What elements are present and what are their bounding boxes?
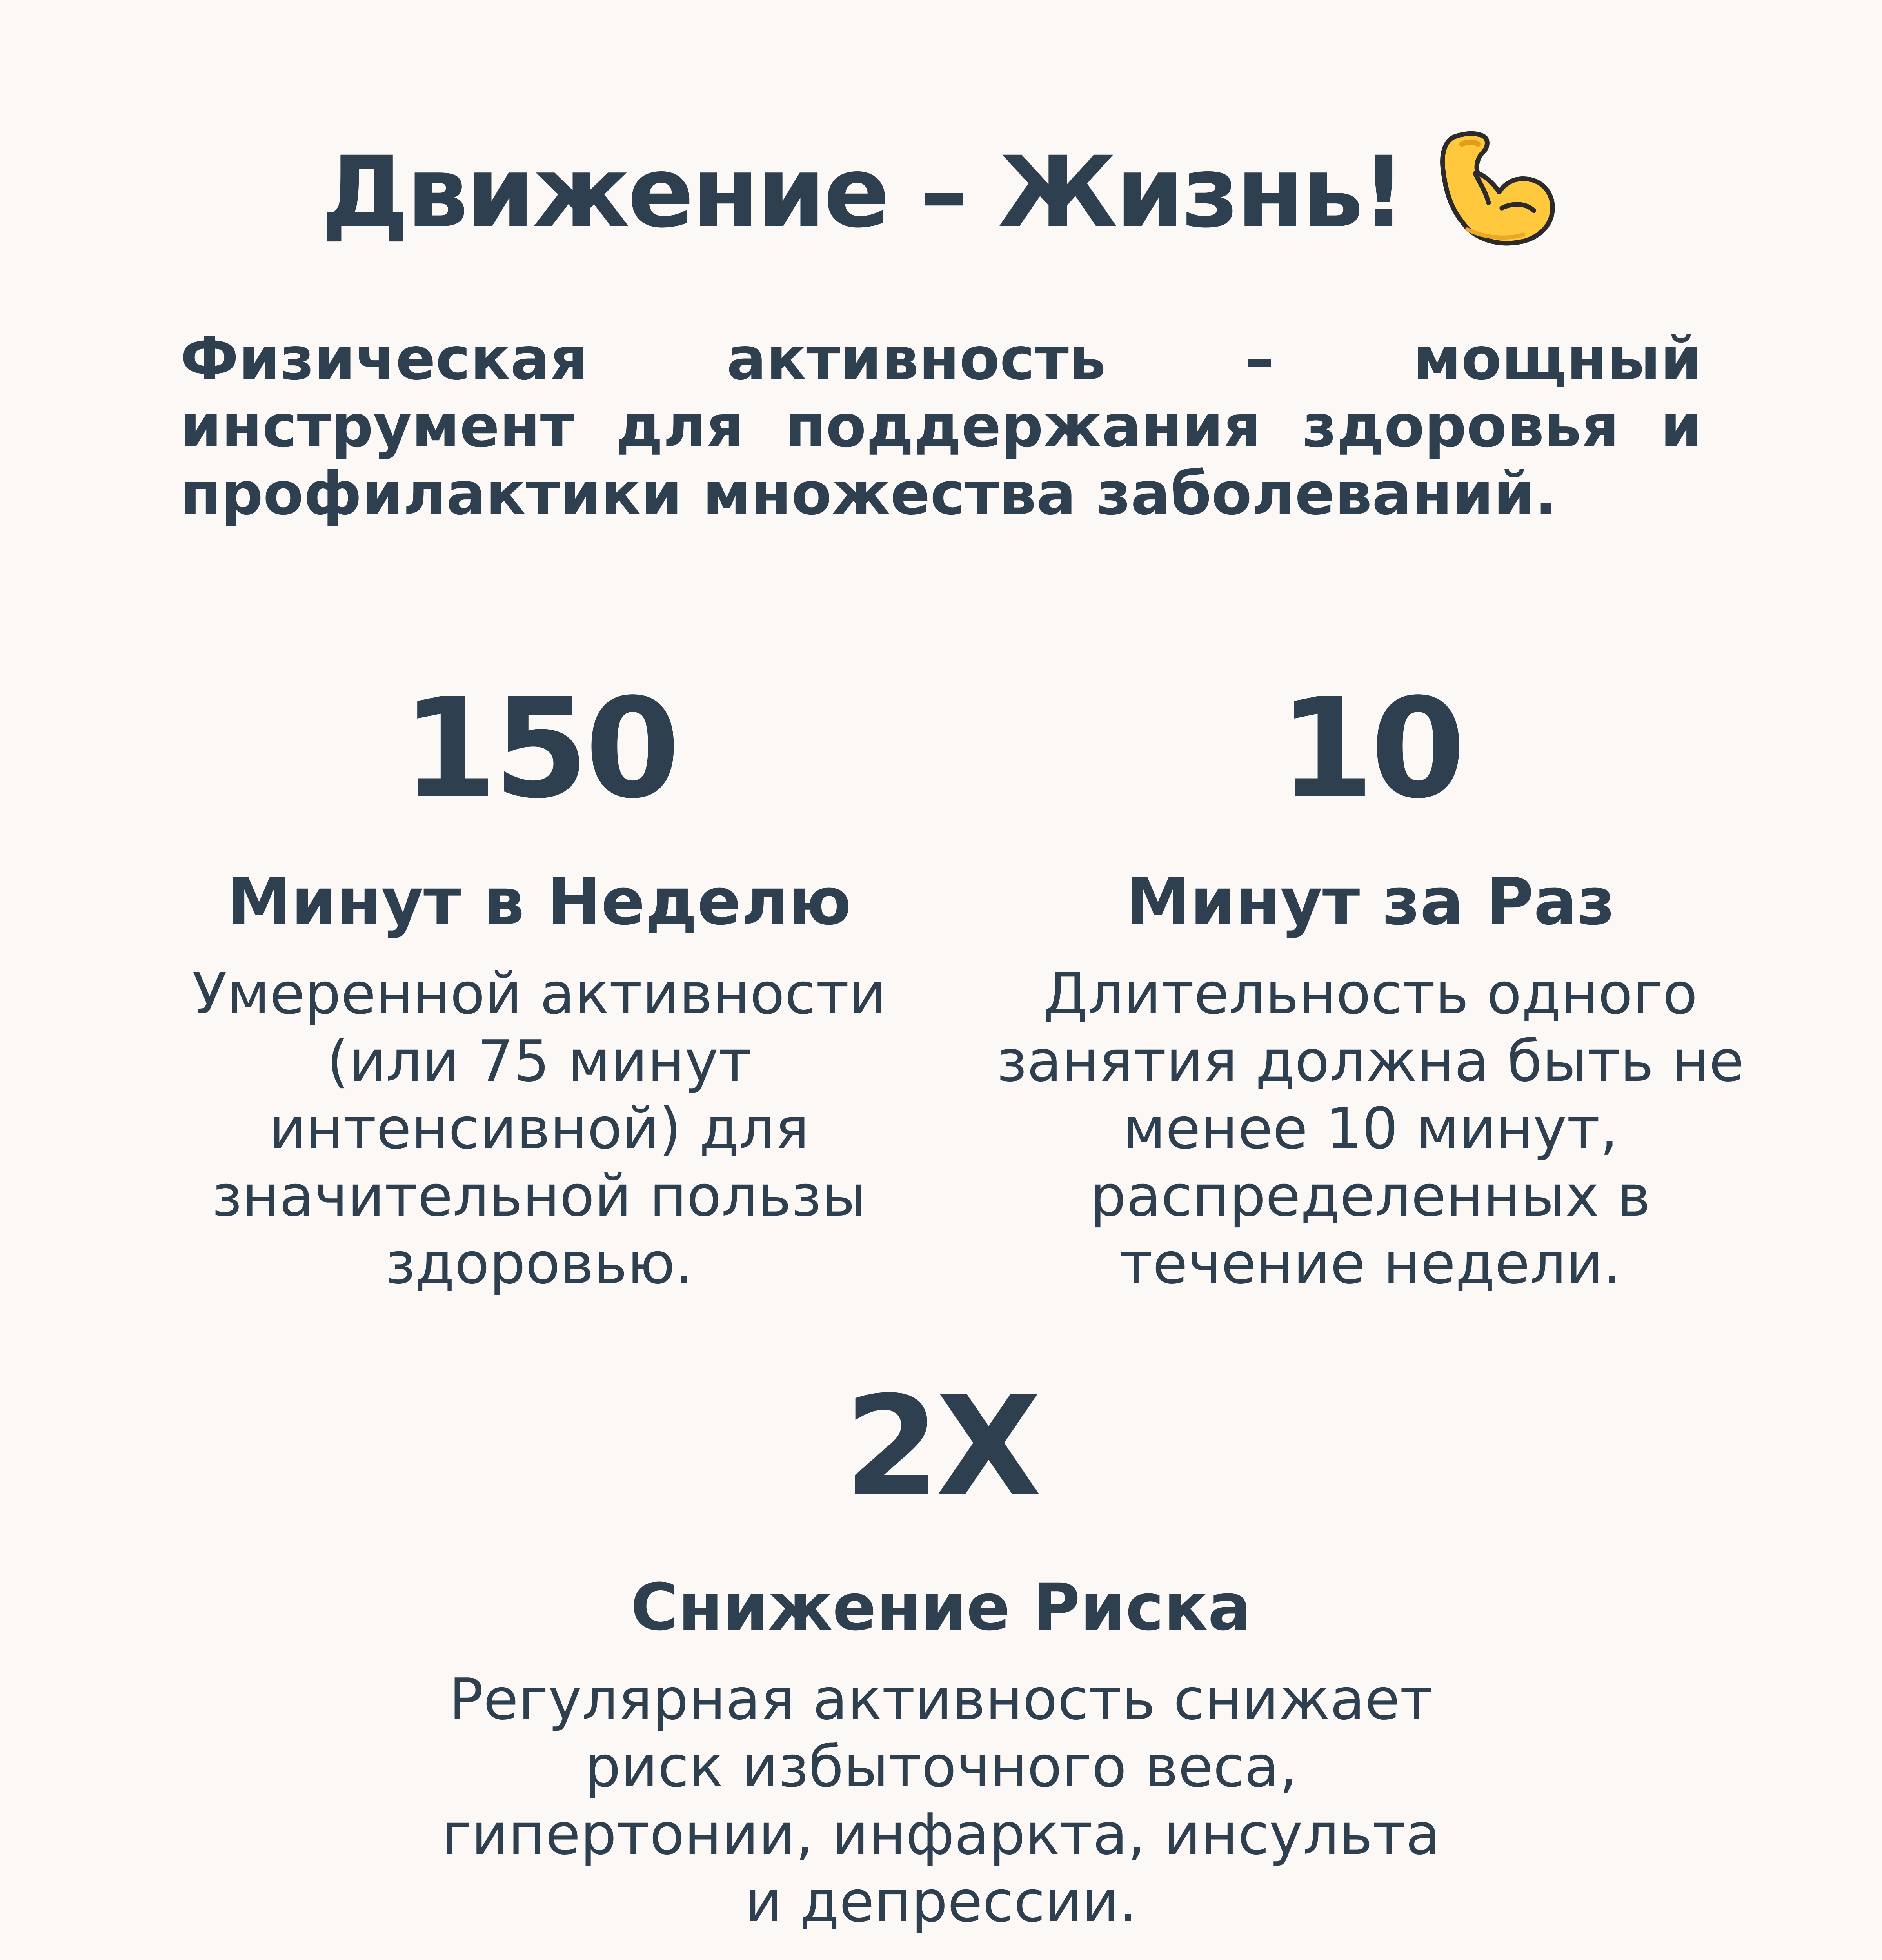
stat-description: Длительность одного занятия должна быть не менее 10 минут, распределенных в течение недели. (997, 961, 1744, 1297)
page-title: Движение – Жизнь! (321, 135, 1404, 249)
flexed-biceps-icon (1427, 125, 1560, 259)
stat-number: 2X (844, 1367, 1038, 1526)
intro-paragraph: Физическая активность – мощный инструмент для поддержания здоровья и профилактики множества заболеваний. (180, 325, 1702, 528)
stat-label: Минут за Раз (1126, 864, 1615, 939)
title-row (0, 118, 1882, 267)
stat-minutes-per-week (149, 666, 929, 1298)
stat-risk-reduction (431, 1364, 1451, 1936)
stat-number: 10 (1279, 669, 1462, 829)
stat-label: Снижение Риска (630, 1570, 1252, 1645)
stat-description: Умеренной активности (или 75 минут интенсивной) для значительной пользы здоровью. (192, 961, 886, 1297)
stat-number: 150 (401, 669, 677, 829)
stat-description: Регулярная активность снижает риск избыточного веса, гипертонии, инфаркта, инсульта и депрессии. (441, 1666, 1441, 1935)
stat-label: Минут в Неделю (227, 864, 852, 939)
stat-minutes-per-session (980, 666, 1760, 1298)
